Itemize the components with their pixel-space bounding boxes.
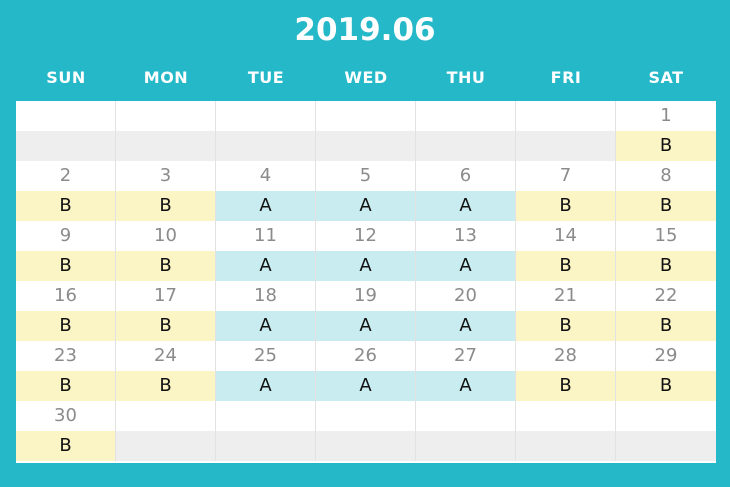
day-label	[416, 431, 515, 461]
day-label: A	[359, 255, 372, 276]
day-number: 25	[254, 345, 277, 366]
calendar-day-cell	[516, 161, 616, 221]
day-label: A	[459, 195, 472, 216]
day-label: B	[59, 255, 72, 276]
day-label: A	[359, 315, 372, 336]
calendar-day-cell	[16, 281, 116, 341]
day-number: 5	[359, 165, 372, 186]
day-number: 19	[354, 285, 377, 306]
day-label-band	[516, 191, 615, 221]
day-label-band	[116, 311, 215, 341]
day-number: 11	[254, 225, 277, 246]
calendar-day-cell	[416, 221, 516, 281]
calendar-day-cell	[416, 341, 516, 401]
day-number: 15	[654, 225, 678, 246]
day-label: A	[259, 375, 272, 396]
calendar-title: 2019.06	[294, 12, 436, 48]
day-label-band	[16, 311, 115, 341]
day-label-band	[116, 191, 215, 221]
day-number	[416, 401, 515, 431]
day-label: B	[659, 135, 673, 156]
day-label: B	[59, 315, 72, 336]
day-label: B	[159, 315, 172, 336]
weekday-tue: TUE	[247, 68, 285, 87]
day-label: B	[59, 375, 72, 396]
day-number: 22	[654, 285, 678, 306]
day-label: A	[459, 315, 472, 336]
day-label: A	[259, 315, 272, 336]
day-label: B	[559, 375, 572, 396]
calendar-day-cell	[416, 161, 516, 221]
day-label: B	[559, 255, 572, 276]
day-number	[16, 101, 115, 131]
day-label: A	[359, 195, 372, 216]
day-label-band	[16, 431, 115, 461]
day-label	[116, 131, 215, 161]
day-label	[216, 431, 315, 461]
day-label-band	[316, 311, 415, 341]
day-label-band	[216, 371, 315, 401]
calendar-day-cell	[16, 341, 116, 401]
day-label-band	[416, 431, 515, 461]
day-label: A	[459, 255, 472, 276]
calendar-day-cell	[416, 401, 516, 461]
day-label: B	[59, 435, 72, 456]
day-number	[416, 101, 515, 131]
day-number	[516, 101, 615, 131]
day-label-band	[16, 131, 115, 161]
day-number: 14	[554, 225, 577, 246]
calendar-day-cell	[216, 161, 316, 221]
calendar-day-cell	[216, 101, 316, 161]
calendar-day-cell	[16, 401, 116, 461]
day-label-band	[416, 251, 515, 281]
weekday-sat: SAT	[648, 68, 684, 87]
calendar-day-cell	[16, 221, 116, 281]
day-label-band	[116, 131, 215, 161]
calendar-day-cell	[616, 281, 716, 341]
day-label: B	[659, 195, 673, 216]
day-number: 28	[554, 345, 577, 366]
day-number: 23	[54, 345, 77, 366]
day-label-band	[116, 251, 215, 281]
weekday-header-row	[16, 68, 716, 87]
calendar-day-cell	[516, 221, 616, 281]
calendar-day-cell	[616, 161, 716, 221]
day-number	[116, 101, 215, 131]
calendar-day-cell	[216, 281, 316, 341]
calendar-day-cell	[116, 161, 216, 221]
day-label: B	[159, 195, 172, 216]
weekday-mon: MON	[143, 68, 189, 87]
day-label: A	[359, 375, 372, 396]
day-label: A	[259, 195, 272, 216]
day-label	[16, 131, 115, 161]
day-label-band	[16, 251, 115, 281]
calendar-day-cell	[316, 221, 416, 281]
calendar-day-cell	[216, 221, 316, 281]
day-number: 6	[459, 165, 472, 186]
day-number: 16	[54, 285, 77, 306]
day-number	[216, 401, 315, 431]
calendar-day-cell	[316, 101, 416, 161]
day-label: B	[659, 315, 673, 336]
day-label: B	[59, 195, 72, 216]
day-label-band	[616, 311, 716, 341]
calendar-day-cell	[616, 221, 716, 281]
day-number	[116, 401, 215, 431]
day-number: 7	[559, 165, 572, 186]
day-label-band	[316, 431, 415, 461]
day-number: 30	[54, 405, 77, 426]
day-label-band	[316, 191, 415, 221]
day-label-band	[416, 131, 515, 161]
calendar-day-cell	[116, 101, 216, 161]
day-label-band	[316, 251, 415, 281]
day-label: B	[559, 195, 572, 216]
day-label: B	[159, 255, 172, 276]
day-label	[316, 431, 415, 461]
calendar-day-cell	[416, 101, 516, 161]
day-number: 1	[660, 105, 672, 126]
weekday-wed: WED	[344, 68, 388, 87]
calendar-day-cell	[316, 401, 416, 461]
day-number	[316, 401, 415, 431]
day-label-band	[116, 431, 215, 461]
day-label	[416, 131, 515, 161]
calendar-day-cell	[416, 281, 516, 341]
day-label: B	[659, 255, 673, 276]
day-number	[216, 101, 315, 131]
day-label	[116, 431, 215, 461]
day-number: 13	[454, 225, 477, 246]
day-label-band	[116, 371, 215, 401]
day-number: 12	[354, 225, 377, 246]
calendar-day-cell	[116, 281, 216, 341]
day-label-band	[416, 311, 515, 341]
day-number: 10	[154, 225, 177, 246]
day-label-band	[16, 371, 115, 401]
day-number	[616, 401, 716, 431]
day-label	[616, 431, 716, 461]
day-label-band	[316, 131, 415, 161]
day-label: B	[159, 375, 172, 396]
day-label-band	[416, 371, 515, 401]
day-label-band	[616, 251, 716, 281]
day-number: 21	[554, 285, 577, 306]
calendar-day-cell	[516, 101, 616, 161]
day-label-band	[216, 311, 315, 341]
calendar-day-cell	[216, 341, 316, 401]
day-label-band	[516, 311, 615, 341]
calendar-grid	[16, 101, 716, 463]
calendar-day-cell	[316, 161, 416, 221]
day-number: 4	[259, 165, 272, 186]
day-label	[516, 131, 615, 161]
day-label-band	[216, 251, 315, 281]
calendar-day-cell	[516, 281, 616, 341]
calendar-day-cell	[316, 341, 416, 401]
day-label: B	[559, 315, 572, 336]
day-number: 8	[660, 165, 672, 186]
day-number	[516, 401, 615, 431]
day-label: A	[259, 255, 272, 276]
day-label-band	[616, 371, 716, 401]
day-number: 17	[154, 285, 177, 306]
day-label-band	[416, 191, 515, 221]
day-label-band	[616, 431, 716, 461]
day-label: B	[659, 375, 673, 396]
day-number: 27	[454, 345, 477, 366]
calendar-day-cell	[116, 401, 216, 461]
day-label-band	[516, 431, 615, 461]
day-number	[316, 101, 415, 131]
day-label-band	[16, 191, 115, 221]
calendar-day-cell	[16, 101, 116, 161]
calendar-day-cell	[516, 341, 616, 401]
day-label	[316, 131, 415, 161]
day-label-band	[216, 191, 315, 221]
day-label-band	[516, 131, 615, 161]
day-number: 18	[254, 285, 277, 306]
day-label-band	[516, 251, 615, 281]
weekday-sun: SUN	[46, 68, 86, 87]
day-label-band	[616, 131, 716, 161]
calendar-day-cell	[616, 101, 716, 161]
day-label-band	[616, 191, 716, 221]
day-number: 9	[59, 225, 72, 246]
day-label-band	[316, 371, 415, 401]
day-label-band	[216, 431, 315, 461]
calendar-day-cell	[216, 401, 316, 461]
calendar-day-cell	[616, 341, 716, 401]
day-number: 24	[154, 345, 177, 366]
day-label-band	[516, 371, 615, 401]
day-label: A	[459, 375, 472, 396]
calendar-day-cell	[316, 281, 416, 341]
day-number: 26	[354, 345, 377, 366]
day-number: 3	[159, 165, 172, 186]
day-label-band	[216, 131, 315, 161]
calendar-day-cell	[116, 341, 216, 401]
calendar-day-cell	[16, 161, 116, 221]
day-label	[516, 431, 615, 461]
calendar-day-cell	[116, 221, 216, 281]
day-number: 2	[59, 165, 72, 186]
calendar-day-cell	[616, 401, 716, 461]
day-number: 29	[654, 345, 678, 366]
calendar-day-cell	[516, 401, 616, 461]
weekday-fri: FRI	[550, 68, 582, 87]
weekday-thu: THU	[446, 68, 486, 87]
day-number: 20	[454, 285, 477, 306]
day-label	[216, 131, 315, 161]
